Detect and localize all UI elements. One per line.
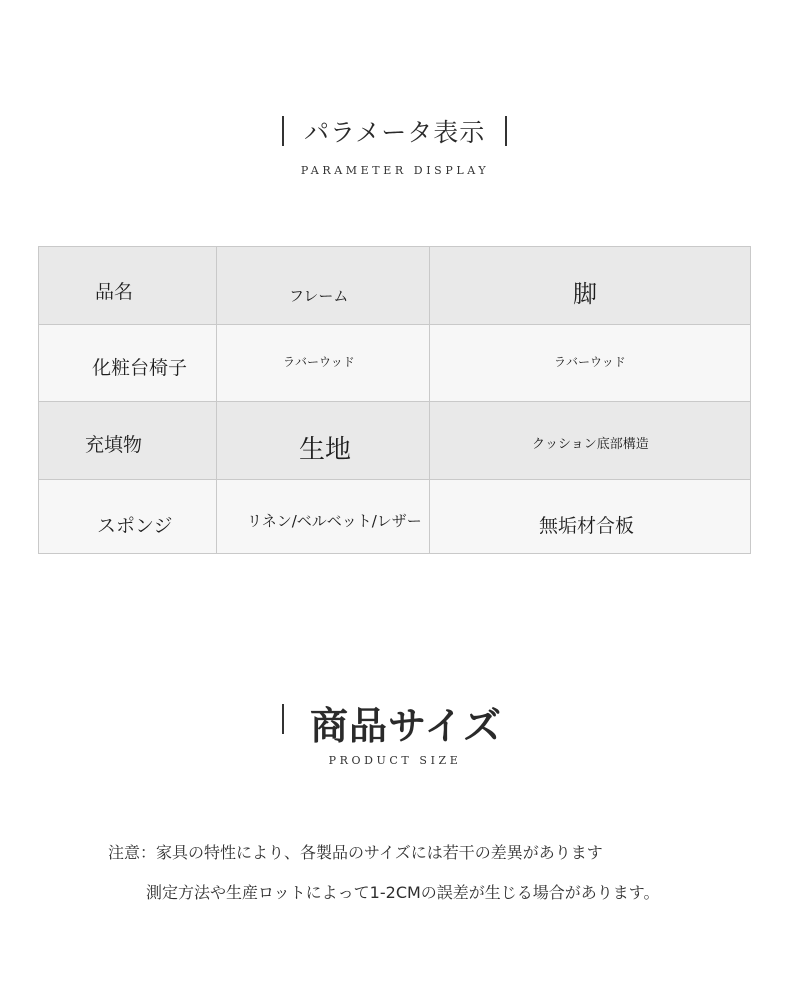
- cell-text: 生地: [299, 435, 352, 465]
- table-cell: [39, 480, 217, 553]
- cell-text: フレーム: [289, 287, 349, 305]
- table-cell: [39, 325, 217, 401]
- cell-text: 無垢材合板: [539, 515, 635, 537]
- table-cell: [39, 247, 217, 324]
- parameter-subtitle: PARAMETER DISPLAY: [300, 164, 490, 177]
- cell-text: 充填物: [85, 434, 143, 456]
- table-cell: [217, 247, 430, 324]
- table-row: [39, 480, 750, 553]
- parameter-table: [38, 246, 751, 554]
- note-line-2: 測定方法や生産ロットによって1-2CMの誤差が生じる場合があります。: [146, 883, 660, 902]
- table-cell: [430, 480, 750, 553]
- table-cell: [217, 480, 430, 553]
- size-subtitle: PRODUCT SIZE: [328, 754, 462, 767]
- table-row: [39, 247, 750, 324]
- cell-text: スポンジ: [97, 515, 173, 537]
- cell-text: クッション底部構造: [532, 437, 649, 452]
- parameter-title: パラメータ表示: [304, 118, 486, 147]
- size-title-row: [282, 700, 502, 748]
- table-cell: [430, 247, 750, 324]
- table-cell: [217, 325, 430, 401]
- title-left-bar: [282, 704, 284, 734]
- cell-text: ラバーウッド: [283, 355, 355, 369]
- cell-text: ラバーウッド: [554, 355, 626, 369]
- table-cell: [430, 325, 750, 401]
- size-title: 商品サイズ: [310, 703, 502, 748]
- cell-text: リネン/ベルベット/レザー: [247, 512, 422, 530]
- table-cell: [430, 402, 750, 479]
- parameter-title-row: [282, 114, 507, 148]
- note-line-1: 注意：家具の特性により、各製品のサイズには若干の差異があります: [108, 843, 603, 862]
- cell-text: 化粧台椅子: [92, 357, 188, 379]
- table-row: [39, 325, 750, 401]
- table-cell: [217, 402, 430, 479]
- cell-text: 品名: [95, 281, 134, 303]
- table-cell: [39, 402, 217, 479]
- title-right-bar: [505, 116, 507, 146]
- table-row: [39, 402, 750, 479]
- title-left-bar: [282, 116, 284, 146]
- cell-text: 脚: [573, 280, 597, 308]
